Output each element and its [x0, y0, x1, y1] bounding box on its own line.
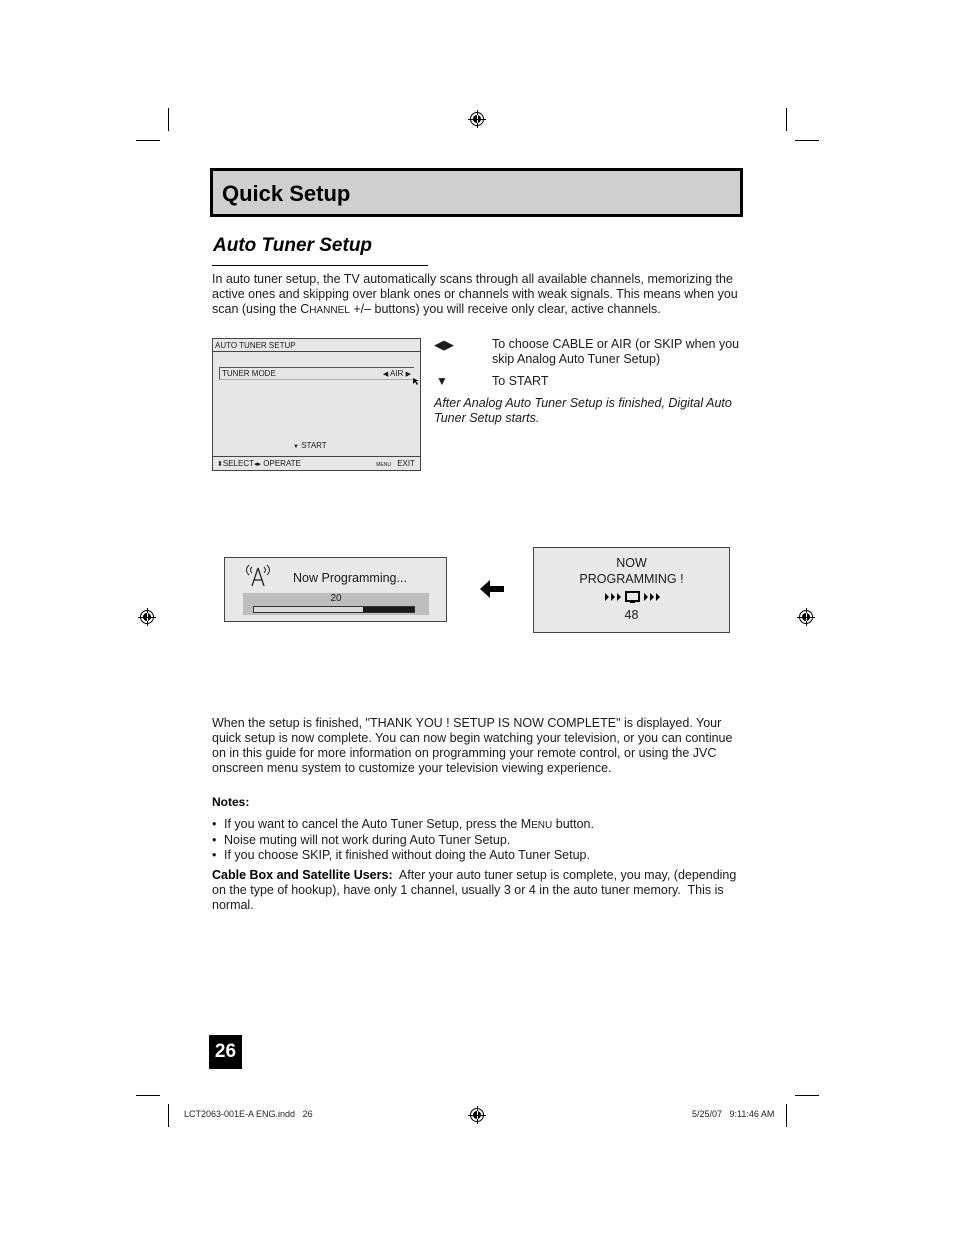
up-down-arrow-icon: ⬍ [217, 461, 223, 468]
digital-setup-note: After Analog Auto Tuner Setup is finished, Digital Auto Tuner Setup starts. [434, 396, 732, 425]
cable-box-lead: Cable Box and Satellite Users: [212, 868, 393, 882]
now-label: NOW [616, 556, 647, 570]
programming-label: PROGRAMMING ! [579, 572, 684, 586]
instruction-left-right: To choose CABLE or AIR (or SKIP when you skip Analog Auto Tuner Setup) [492, 337, 740, 366]
arrow-left-right-icon: ◀▶ [434, 337, 454, 352]
crop-mark [136, 140, 160, 141]
antenna-icon [243, 564, 273, 588]
crop-mark [786, 108, 787, 131]
tuner-mode-value[interactable]: ◀ AIR ▶ [382, 369, 411, 378]
crop-mark [168, 108, 169, 131]
registration-mark-icon [799, 610, 813, 624]
list-item: • If you choose SKIP, it finished without doing the Auto Tuner Setup. [212, 848, 594, 863]
arrow-down-icon: ▼ [293, 444, 299, 450]
tuner-mode-label: TUNER MODE [222, 369, 276, 378]
list-item: • Noise muting will not work during Auto Tuner Setup. [212, 833, 594, 848]
now-programming-box [224, 557, 447, 622]
start-hint: ▼ START [293, 441, 327, 450]
registration-mark-icon [470, 112, 484, 126]
arrow-down-icon: ▼ [436, 374, 448, 388]
channel-number: 20 [330, 593, 342, 604]
crop-mark [795, 1095, 819, 1096]
channel-number: 48 [624, 608, 639, 622]
footer-timestamp: 5/25/07 9:11:46 AM [692, 1109, 775, 1119]
crop-mark [786, 1104, 787, 1127]
intro-paragraph: In auto tuner setup, the TV automatically scans through all available channels, memorizing the active ones and skipping over blank ones or channels with weak signals. This means when you scan (using the CHANNEL +/– buttons) you will receive only clear, active channels. [212, 272, 738, 316]
footer-file-info: LCT2063-001E-A ENG.indd 26 [184, 1109, 313, 1119]
instruction-down: To START [492, 374, 549, 388]
scan-indicator [534, 587, 729, 607]
tuner-mode-row[interactable] [219, 367, 414, 380]
crop-mark [136, 1095, 160, 1096]
menu-help-bar: ⬍SELECT◂▸ OPERATE MENU EXIT [213, 456, 420, 470]
arrow-right-icon: ▶ [405, 371, 411, 378]
list-item: • If you want to cancel the Auto Tuner Setup, press the MENU button. [212, 817, 594, 833]
notes-title: Notes: [212, 795, 250, 809]
notes-list [212, 817, 594, 863]
left-right-arrow-icon: ◂▸ [254, 461, 262, 468]
arrow-left-icon: ◀ [382, 371, 389, 378]
page-header [210, 168, 743, 217]
now-programming-label: Now Programming... [293, 571, 407, 585]
crop-mark [795, 140, 819, 141]
completion-paragraph: When the setup is finished, "THANK YOU ! SETUP IS NOW COMPLETE" is displayed. Your quick setup is now complete. You can now begin watching your television, or you can continue on in this guide for more information on programming your remote control, or using the JVC onscreen menu system to customize your television viewing experience. [212, 716, 733, 775]
cable-box-paragraph: Cable Box and Satellite Users: After your auto tuner setup is complete, you may, (depending on the type of hookup), have only 1 channel, usually 3 or 4 in the auto tuner memory. This is normal. [212, 868, 740, 912]
registration-mark-icon [470, 1108, 484, 1122]
progress-bar [253, 606, 415, 613]
now-programming-analog-box [533, 547, 730, 633]
progress-fill [363, 607, 414, 612]
section-divider [212, 265, 428, 266]
scan-arrows-icon [603, 590, 663, 604]
progress-area [243, 593, 429, 615]
menu-title: AUTO TUNER SETUP [213, 339, 420, 352]
page-number: 26 [209, 1035, 242, 1069]
page-title: Quick Setup [222, 181, 351, 206]
registration-mark-icon [140, 610, 154, 624]
auto-tuner-setup-menu [212, 338, 421, 471]
exit-label: EXIT [397, 459, 415, 468]
arrow-left-icon [480, 580, 506, 598]
cursor-icon [413, 378, 420, 385]
menu-button-label: MENU [376, 462, 391, 468]
section-title: Auto Tuner Setup [213, 235, 373, 256]
crop-mark [168, 1104, 169, 1127]
